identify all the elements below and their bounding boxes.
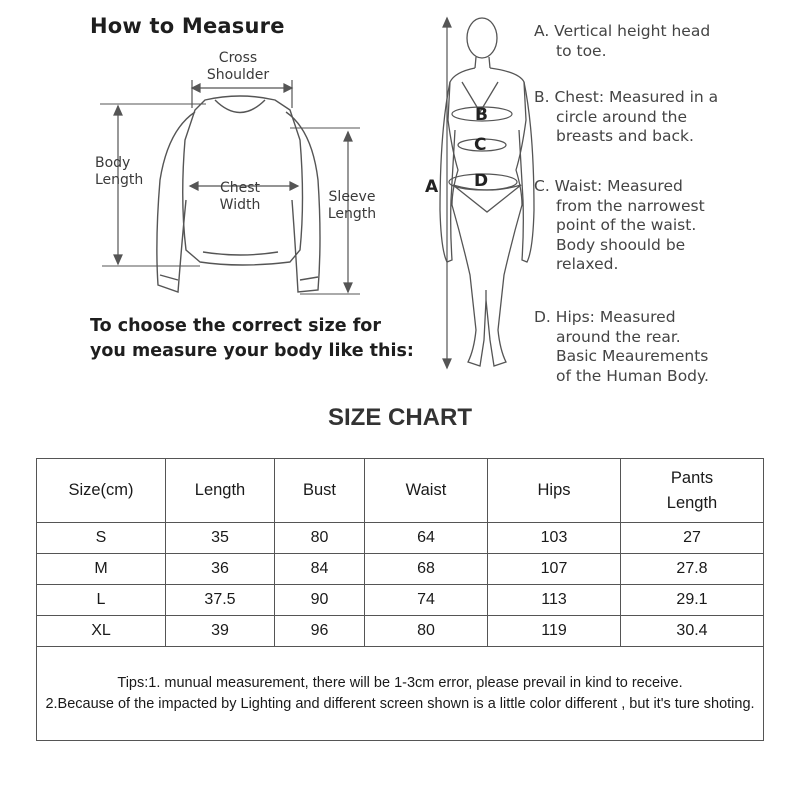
label-line: Width: [219, 197, 261, 213]
size-chart-table: [36, 458, 764, 741]
table-cell: 27: [621, 523, 764, 554]
table-cell: 80: [275, 523, 365, 554]
table-cell: L: [37, 585, 166, 616]
table-cell: 84: [275, 554, 365, 585]
table-cell: XL: [37, 616, 166, 647]
definition-line: to toe.: [556, 41, 607, 60]
definition-heading: C. Waist: Measured: [534, 177, 683, 195]
table-cell: S: [37, 523, 166, 554]
table-cell: 80: [365, 616, 488, 647]
human-body-figure: [440, 18, 534, 366]
table-cell: 36: [166, 554, 275, 585]
letter-c: C: [474, 135, 487, 155]
header-waist: Waist: [365, 459, 488, 523]
choose-size-text: [90, 314, 414, 364]
size-chart-title: SIZE CHART: [328, 404, 472, 431]
table-cell: 103: [488, 523, 621, 554]
table-cell: 107: [488, 554, 621, 585]
header-hips: Hips: [488, 459, 621, 523]
table-cell: 113: [488, 585, 621, 616]
definition-b: [534, 88, 718, 147]
table-row: [37, 554, 764, 585]
chest-width-label: [215, 180, 265, 214]
table-cell: 35: [166, 523, 275, 554]
table-cell: 30.4: [621, 616, 764, 647]
definition-line: Body shoould be: [556, 235, 686, 254]
sleeve-length-label: [326, 189, 378, 223]
choose-line: To choose the correct size for: [90, 316, 381, 336]
table-row: [37, 616, 764, 647]
table-cell: 90: [275, 585, 365, 616]
choose-line: you measure your body like this:: [90, 341, 414, 361]
definition-line: circle around the: [556, 107, 688, 126]
label-line: Body: [95, 155, 131, 171]
table-cell: 96: [275, 616, 365, 647]
definition-heading: D. Hips: Measured: [534, 308, 676, 326]
definition-line: breasts and back.: [556, 127, 694, 145]
definition-line: around the rear.: [556, 327, 681, 346]
table-row: [37, 585, 764, 616]
definition-heading: A. Vertical height head: [534, 22, 711, 40]
table-cell: 64: [365, 523, 488, 554]
table-row: [37, 523, 764, 554]
label-line: Length: [327, 206, 377, 222]
how-to-measure-title: How to Measure: [90, 14, 285, 38]
tips-row: [37, 647, 764, 741]
header-pants-length: Pants Length: [621, 459, 764, 523]
definition-line: from the narrowest: [556, 196, 705, 215]
table-cell: 68: [365, 554, 488, 585]
definition-line: point of the waist.: [556, 216, 697, 234]
label-line: Sleeve: [328, 189, 376, 205]
table-cell: 74: [365, 585, 488, 616]
definition-line: of the Human Body.: [556, 366, 709, 385]
label-line: Chest: [219, 180, 261, 196]
table-cell: M: [37, 554, 166, 585]
cross-shoulder-label: [196, 50, 280, 84]
table-cell: 29.1: [621, 585, 764, 616]
tip-line: Tips:1. munual measurement, there will be 1-3cm error, please prevail in kind to receive.: [117, 674, 683, 691]
letter-d: D: [474, 171, 489, 191]
body-length-label: [95, 155, 143, 189]
tips-cell: [37, 647, 764, 741]
definition-d: [534, 308, 709, 386]
letter-b: B: [475, 105, 488, 125]
table-cell: 119: [488, 616, 621, 647]
label-line: Cross: [218, 50, 258, 66]
definition-line: Basic Meaurements: [556, 347, 709, 365]
tip-line: 2.Because of the impacted by Lighting and different screen shown is a little color different , but it's ture shoting.: [45, 695, 755, 712]
header-length: Length: [166, 459, 275, 523]
label-line: Shoulder: [206, 67, 270, 83]
header-bust: Bust: [275, 459, 365, 523]
body-letter-labels: [425, 105, 488, 197]
definition-c: [534, 177, 705, 275]
table-cell: 27.8: [621, 554, 764, 585]
definition-line: relaxed.: [556, 255, 619, 273]
label-line: Length: [95, 172, 144, 188]
table-cell: 39: [166, 616, 275, 647]
letter-a: A: [425, 177, 439, 197]
definition-heading: B. Chest: Measured in a: [534, 88, 719, 106]
table-header-row: [37, 459, 764, 523]
table-cell: 37.5: [166, 585, 275, 616]
definition-a: [534, 22, 710, 61]
header-size: Size(cm): [37, 459, 166, 523]
